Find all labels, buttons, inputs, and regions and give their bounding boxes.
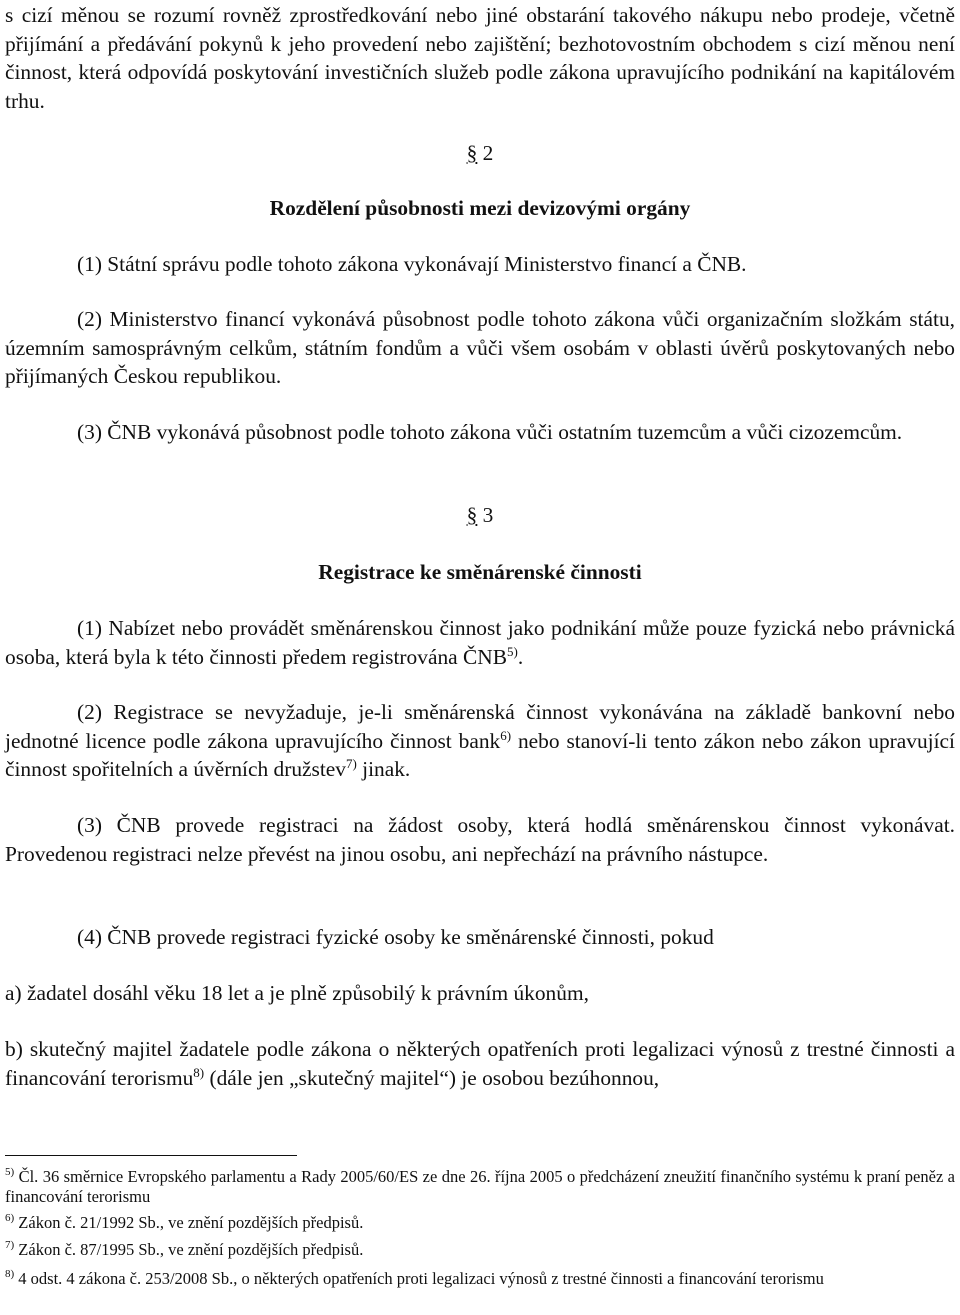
paragraph-continuation: s cizí měnou se rozumí rovněž zprostředkování nebo jiné obstarání takového nákupu nebo prodeje, včetně přijímání a předávání pokynů k jeho provedení nebo zajištění; bezhotovostním obchodem s cizí měnou není činnost, která odpovídá poskytování investičních služeb podle zákona upravujícího podnikání na kapitálovém trhu. [5,3,955,113]
paragraph-3-4: (4) ČNB provede registraci fyzické osoby ke směnárenské činnosti, pokud [77,925,714,949]
section-number: 2 [482,141,494,165]
paragraph-2-2: (2) Ministerstvo financí vykonává působnost podle tohoto zákona vůči organizačním složkám státu, územním samosprávným celkům, státním fondům a vůči všem osobám v oblasti úvěrů poskytovaných nebo přijímaných Českou republikou. [5,307,955,388]
section-number-3 [0,501,960,529]
section-heading-3: Registrace ke směnárenské činnosti [318,560,642,584]
section-mark: § [466,141,478,165]
section-number-2 [0,139,960,167]
section-heading-2: Rozdělení působnosti mezi devizovými orgány [269,196,691,220]
paragraph-2-1: (1) Státní správu podle tohoto zákona vykonávají Ministerstvo financí a ČNB. [77,252,747,276]
footnote-6: $^{6)}$ Zákon č. 21/1992 Sb., ve znění pozdějších předpisů. [5,1212,364,1232]
paragraph-3-2: (2) Registrace se nevyžaduje, je-li směnárenská činnost vykonávána na základě bankovní nebo jednotné licence podle zákona upravujícího činnost bank$^{6)}$ nebo stanoví-li tento zákon nebo zákon upravující činnost spořitelních a úvěrních družstev$^{7)}$ jinak. [5,700,955,781]
section-mark: § [466,503,478,527]
section-number: 3 [482,503,494,527]
list-item-b: b) skutečný majitel žadatele podle zákona o některých opatřeních proti legalizaci výnosů z trestné činnosti a financování terorismu$^{8)}$ (dále jen „skutečný majitel“) je osobou bezúhonnou, [5,1037,955,1090]
footnote-ref-5: 5) [506,643,518,659]
footnote-ref-8: 8) [193,1064,205,1080]
list-item-a: a) žadatel dosáhl věku 18 let a je plně způsobilý k právním úkonům, [5,981,589,1005]
paragraph-3-3: (3) ČNB provede registraci na žádost osoby, která hodlá směnárenskou činnost vykonávat. Provedenou registraci nelze převést na jinou osobu, ani nepřechází na právního nástupce. [5,813,955,866]
footnote-ref-7: 7) [345,756,357,771]
footnote-8: $^{8)}$ 4 odst. 4 zákona č. 253/2008 Sb., o některých opatřeních proti legalizaci výnosů z trestné činnosti a financování terorismu [5,1268,824,1288]
footnote-7: $^{7)}$ Zákon č. 87/1995 Sb., ve znění pozdějších předpisů. [5,1239,364,1259]
paragraph-2-3: (3) ČNB vykonává působnost podle tohoto zákona vůči ostatním tuzemcům a vůči cizozemcům. [77,420,903,444]
footnote-ref-6: 6) [500,727,512,743]
footnote-5: $^{5)}$ Čl. 36 směrnice Evropského parlamentu a Rady 2005/60/ES ze dne 26. října 2005 o předcházení zneužití finančního systému k praní peněz a financování terorismu [5,1166,955,1206]
footnote-separator [5,1155,297,1156]
paragraph-3-1: (1) Nabízet nebo provádět směnárenskou činnost jako podnikání může pouze fyzická nebo právnická osoba, která byla k této činnosti předem registrována ČNB$^{5)}$. [5,616,955,669]
